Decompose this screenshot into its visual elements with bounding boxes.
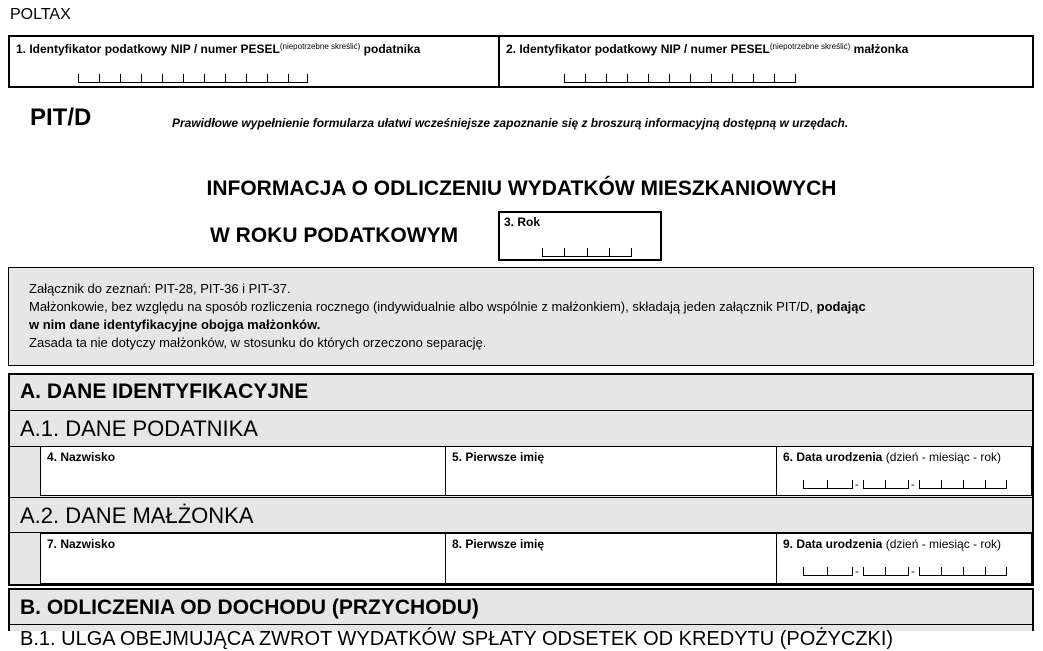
section-a [8,373,1034,586]
nip-pesel-spouse-note: (niepotrzebne skreślić) [769,42,851,51]
surname-taxpayer-field[interactable] [40,446,446,496]
firstname-spouse-label: 8. Pierwsze imię [452,537,545,551]
info-box [8,267,1034,366]
surname-spouse-label: 7. Nazwisko [47,537,116,551]
info-line2: Małżonkowie, bez względu na sposób rozliczenia rocznego (indywidualnie albo wspólnie z małżonkiem), składają jeden załącznik PIT/D, [29,299,817,314]
info-line1: Załącznik do zeznań: PIT-28, PIT-36 i PIT-37. [29,281,291,296]
birthdate-taxpayer-year-input[interactable] [919,481,1007,489]
form-title-line2: W ROKU PODATKOWYM [210,224,459,247]
section-a2-title: A.2. DANE MAŁŻONKA [20,503,254,528]
form-title-line1: INFORMACJA O ODLICZENIU WYDATKÓW MIESZKANIOWYCH [206,177,837,200]
firstname-spouse-field[interactable] [445,533,777,584]
birthdate-taxpayer-day-input[interactable] [803,481,853,489]
form-hint: Prawidłowe wypełnienie formularza ułatwi wcześniejsze zapoznanie się z broszurą informacyjną dostępną w urzędach. [172,116,849,130]
nip-pesel-spouse-input[interactable] [564,75,796,83]
birthdate-taxpayer-note: (dzień - miesiąc - rok) [885,450,1002,464]
year-input[interactable] [542,249,632,257]
surname-taxpayer-label: 4. Nazwisko [47,450,116,464]
birthdate-taxpayer-label: 6. Data urodzenia [783,450,883,464]
year-label: 3. Rok [504,215,541,229]
info-line2-bold: podając [816,299,866,314]
birthdate-taxpayer-field[interactable]: 6. Data urodzenia (dzień - miesiąc - rok) - - [776,446,1032,496]
form-code: PIT/D [30,104,92,131]
nip-pesel-spouse-suffix: małżonka [853,42,909,56]
birthdate-spouse-note: (dzień - miesiąc - rok) [885,537,1002,551]
info-line3: w nim dane identyfikacyjne obojga małżonków. [29,317,321,332]
nip-pesel-taxpayer-input[interactable] [78,75,308,83]
birthdate-spouse-month-input[interactable] [863,568,909,576]
surname-spouse-field[interactable] [40,533,446,584]
info-line4: Zasada ta nie dotyczy małżonków, w stosunku do których orzeczono separację. [29,335,487,350]
section-a1-title: A.1. DANE PODATNIKA [20,416,258,441]
year-field[interactable] [498,211,662,261]
brand-label: POLTAX [10,6,71,23]
firstname-taxpayer-field[interactable] [445,446,777,496]
birthdate-spouse-label: 9. Data urodzenia [783,537,883,551]
nip-pesel-taxpayer-suffix: podatnika [363,42,421,56]
nip-pesel-spouse-label: 2. Identyfikator podatkowy NIP / numer PESEL [506,42,770,56]
nip-pesel-spouse-field[interactable] [498,35,1034,88]
firstname-taxpayer-label: 5. Pierwsze imię [452,450,545,464]
section-b1-title: B.1. ULGA OBEJMUJĄCA ZWROT WYDATKÓW SPŁATY ODSETEK OD KREDYTU (POŻYCZKI) [20,628,894,650]
birthdate-spouse-day-input[interactable] [803,568,853,576]
birthdate-spouse-year-input[interactable] [919,568,1007,576]
nip-pesel-taxpayer-note: (niepotrzebne skreślić) [279,42,361,51]
birthdate-spouse-field[interactable]: 9. Data urodzenia (dzień - miesiąc - rok) - - [776,533,1032,584]
nip-pesel-taxpayer-field[interactable] [8,35,500,88]
birthdate-taxpayer-month-input[interactable] [863,481,909,489]
nip-pesel-taxpayer-label: 1. Identyfikator podatkowy NIP / numer PESEL [16,42,280,56]
section-b [8,588,1034,650]
section-a-title: A. DANE IDENTYFIKACYJNE [20,380,309,403]
section-b-title: B. ODLICZENIA OD DOCHODU (PRZYCHODU) [20,596,479,619]
